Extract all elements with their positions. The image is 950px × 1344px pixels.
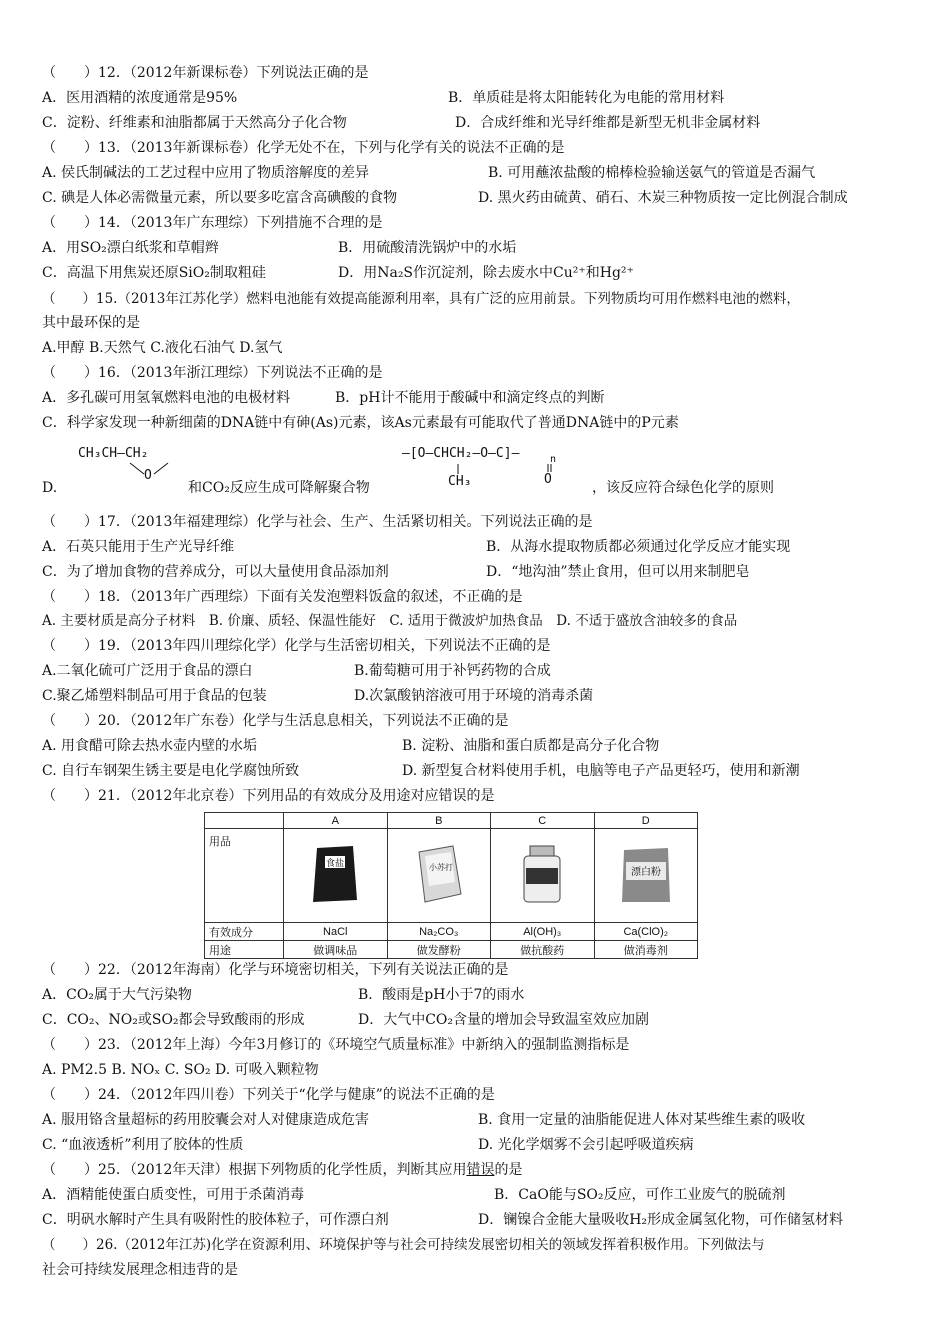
carbonyl-oxygen: O	[544, 472, 552, 487]
q22-option-b: B．酸雨是pH小于7的雨水	[358, 987, 525, 1003]
q24-stem: （ ）24．（2012年四川卷）下列关于“化学与健康”的说法不正确的是	[42, 1087, 495, 1103]
q22-option-c: C．CO₂、NO₂或SO₂都会导致酸雨的形成	[42, 1012, 305, 1028]
q14-option-c: C．高温下用焦炭还原SiO₂制取粗硅	[42, 265, 266, 281]
bleach-powder-bag-image	[614, 842, 678, 906]
q18-stem: （ ）18．（2013年广西理综）下面有关发泡塑料饭盒的叙述，不正确的是	[42, 589, 523, 605]
q21-use-c: 做抗酸药	[491, 941, 595, 959]
q25-stem-post: 的是	[494, 1162, 523, 1178]
polymer-branch-bonds	[402, 462, 592, 492]
bleach-bag-text: 漂白粉	[630, 867, 661, 878]
polymer-subscript-n: n	[550, 454, 557, 465]
epoxypropane-formula	[78, 446, 178, 486]
polycarbonate-formula	[402, 444, 592, 494]
q16-option-d-label: D.	[42, 480, 58, 496]
epoxide-bonds	[128, 460, 188, 482]
q25-stem	[42, 1161, 522, 1179]
q15-options: A.甲醇 B.天然气 C.液化石油气 D.氢气	[42, 340, 283, 356]
q16-option-d-middle: 和CO₂反应生成可降解聚合物	[188, 480, 370, 496]
q19-option-b: B.葡萄糖可用于补钙药物的合成	[354, 663, 551, 679]
q25-stem-pre: （ ）25．（2012年天津）根据下列物质的化学性质，判断其应用	[42, 1162, 467, 1178]
q13-option-a: A. 侯氏制碱法的工艺过程中应用了物质溶解度的差异	[42, 165, 370, 181]
q13-option-d: D. 黑火药由硫黄、硝石、木炭三种物质按一定比例混合制成	[478, 190, 848, 206]
q21-component-label: 有效成分	[205, 923, 284, 941]
q15-stem-continued: 其中最环保的是	[42, 315, 140, 331]
q25-option-c: C．明矾水解时产生具有吸附性的胶体粒子，可作漂白剂	[42, 1212, 389, 1228]
q20-stem: （ ）20．（2012年广东卷）化学与生活息息相关，下列说法不正确的是	[42, 713, 509, 729]
q20-option-d: D. 新型复合材料使用手机，电脑等电子产品更轻巧，使用和新潮	[402, 763, 800, 779]
q21-use-row	[205, 941, 698, 959]
q21-header-blank	[205, 813, 284, 829]
q21-component-row	[205, 923, 698, 941]
q21-item-label: 用品	[205, 829, 284, 923]
salt-bag-text-1: 食盐	[326, 859, 345, 869]
q21-item-c	[491, 829, 595, 923]
q17-option-d: D．“地沟油”禁止食用，但可以用来制肥皂	[486, 564, 750, 580]
q19-option-d: D.次氯酸钠溶液可用于环境的消毒杀菌	[354, 688, 594, 704]
methyl-group: CH₃	[448, 474, 472, 489]
q17-stem: （ ）17．（2013年福建理综）化学与社会、生产、生活紧切相关。下列说法正确的是	[42, 514, 593, 530]
q17-option-a: A．石英只能用于生产光导纤维	[42, 539, 235, 555]
q17-option-c: C．为了增加食物的营养成分，可以大量使用食品添加剂	[42, 564, 389, 580]
q24-option-b: B. 食用一定量的油脂能促进人体对某些维生素的吸收	[478, 1112, 806, 1128]
q13-stem: （ ）13．（2013年新课标卷）化学无处不在，下列与化学有关的说法不正确的是	[42, 140, 565, 156]
q21-header-c: C	[491, 813, 595, 829]
antacid-bottle-image	[510, 842, 574, 906]
q19-stem: （ ）19．（2013年四川理综化学）化学与生活密切相关，下列说法不正确的是	[42, 638, 551, 654]
q23-options: A. PM2.5 B. NOₓ C. SO₂ D. 可吸入颗粒物	[42, 1062, 319, 1078]
q12-option-c: C．淀粉、纤维素和油脂都属于天然高分子化合物	[42, 115, 347, 131]
q14-option-a: A．用SO₂漂白纸浆和草帽辫	[42, 240, 219, 256]
polymer-chain: —[O—CHCH₂—O—C]—	[402, 446, 520, 461]
q21-header-d: D	[594, 813, 698, 829]
q22-option-a: A．CO₂属于大气污染物	[42, 987, 192, 1003]
q19-option-a: A.二氧化硫可广泛用于食品的漂白	[42, 663, 253, 679]
q19-option-c: C.聚乙烯塑料制品可用于食品的包装	[42, 688, 267, 704]
q22-option-d: D．大气中CO₂含量的增加会导致温室效应加剧	[358, 1012, 650, 1028]
q21-item-d	[594, 829, 698, 923]
q26-stem: （ ）26.（2012年江苏)化学在资源利用、环境保护等与社会可持续发展密切相关的领域发挥着积极作用。下列做法与	[42, 1237, 765, 1253]
q12-option-b: B．单质硅是将太阳能转化为电能的常用材料	[448, 90, 725, 106]
q21-stem: （ ）21．（2012年北京卷）下列用品的有效成分及用途对应错误的是	[42, 788, 495, 804]
q13-option-b: B. 可用蘸浓盐酸的棉棒检验输送氨气的管道是否漏气	[488, 165, 816, 181]
q25-option-d: D．镧镍合金能大量吸收H₂形成金属氢化物，可作储氢材料	[478, 1212, 844, 1228]
q21-item-a	[284, 829, 388, 923]
q25-option-a: A．酒精能使蛋白质变性，可用于杀菌消毒	[42, 1187, 305, 1203]
q16-stem: （ ）16．（2013年浙江理综）下列说法不正确的是	[42, 365, 383, 381]
q21-item-row	[205, 829, 698, 923]
q21-header-row	[205, 813, 698, 829]
q21-component-a: NaCl	[284, 923, 388, 941]
q20-option-b: B. 淀粉、油脂和蛋白质都是高分子化合物	[402, 738, 660, 754]
q25-option-b: B．CaO能与SO₂反应，可作工业废气的脱硫剂	[494, 1187, 786, 1203]
q14-option-d: D．用Na₂S作沉淀剂，除去废水中Cu²⁺和Hg²⁺	[338, 265, 634, 281]
q21-header-a: A	[284, 813, 388, 829]
q20-option-c: C. 自行车钢架生锈主要是电化学腐蚀所致	[42, 763, 300, 779]
q16-option-b: B．pH计不能用于酸碱中和滴定终点的判断	[335, 390, 605, 406]
baking-soda-text: 小苏打	[428, 863, 453, 872]
q24-option-a: A. 服用铬含量超标的药用胶囊会对人对健康造成危害	[42, 1112, 370, 1128]
q17-option-b: B．从海水提取物质都必须通过化学反应才能实现	[486, 539, 791, 555]
q12-stem: （ ）12．（2012年新课标卷）下列说法正确的是	[42, 65, 369, 81]
epoxide-oxygen: O	[144, 468, 152, 483]
q13-option-c: C. 碘是人体必需微量元素，所以要多吃富含高碘酸的食物	[42, 190, 398, 206]
baking-soda-bag-image	[407, 842, 471, 906]
q21-use-a: 做调味品	[284, 941, 388, 959]
q21-header-b: B	[387, 813, 491, 829]
q12-option-d: D．合成纤维和光导纤维都是新型无机非金属材料	[455, 115, 761, 131]
q20-option-a: A. 用食醋可除去热水壶内壁的水垢	[42, 738, 258, 754]
q21-component-d: Ca(ClO)₂	[594, 923, 698, 941]
q16-option-a: A．多孔碳可用氢氧燃料电池的电极材料	[42, 390, 291, 406]
salt-bag-image	[303, 842, 367, 906]
q16-option-c: C．科学家发现一种新细菌的DNA链中有砷(As)元素，该As元素最有可能取代了普通DNA链中的P元素	[42, 415, 679, 431]
q21-use-d: 做消毒剂	[594, 941, 698, 959]
q21-component-c: Al(OH)₃	[491, 923, 595, 941]
q14-option-b: B．用硫酸清洗锅炉中的水垢	[338, 240, 517, 256]
q21-table	[204, 812, 698, 959]
q22-stem: （ ）22．（2012年海南）化学与环境密切相关，下列有关说法正确的是	[42, 962, 509, 978]
q14-stem: （ ）14．（2013年广东理综）下列措施不合理的是	[42, 215, 383, 231]
q16-option-d-suffix: ，该反应符合绿色化学的原则	[592, 480, 774, 496]
q26-stem-continued: 社会可持续发展理念相违背的是	[42, 1262, 238, 1278]
q18-options: A. 主要材质是高分子材料 B. 价廉、质轻、保温性能好 C. 适用于微波炉加热食品 D. 不适于盛放含油较多的食品	[42, 613, 738, 629]
q24-option-d: D. 光化学烟雾不会引起呼吸道疾病	[478, 1137, 694, 1153]
epoxypropane-top: CH₃CH—CH₂	[78, 446, 149, 461]
q15-stem: （ ）15.（2013年江苏化学）燃料电池能有效提高能源利用率，具有广泛的应用前景。下列物质均可用作燃料电池的燃料，	[42, 291, 800, 307]
q23-stem: （ ）23．（2012年上海）今年3月修订的《环境空气质量标准》中新纳入的强制监测指标是	[42, 1037, 630, 1053]
q24-option-c: C. “血液透析”利用了胶体的性质	[42, 1137, 244, 1153]
q21-component-b: Na₂CO₃	[387, 923, 491, 941]
q21-use-b: 做发酵粉	[387, 941, 491, 959]
q12-option-a: A．医用酒精的浓度通常是95%	[42, 90, 238, 106]
q21-use-label: 用途	[205, 941, 284, 959]
q25-stem-underlined: 错误	[466, 1162, 495, 1178]
q21-item-b	[387, 829, 491, 923]
